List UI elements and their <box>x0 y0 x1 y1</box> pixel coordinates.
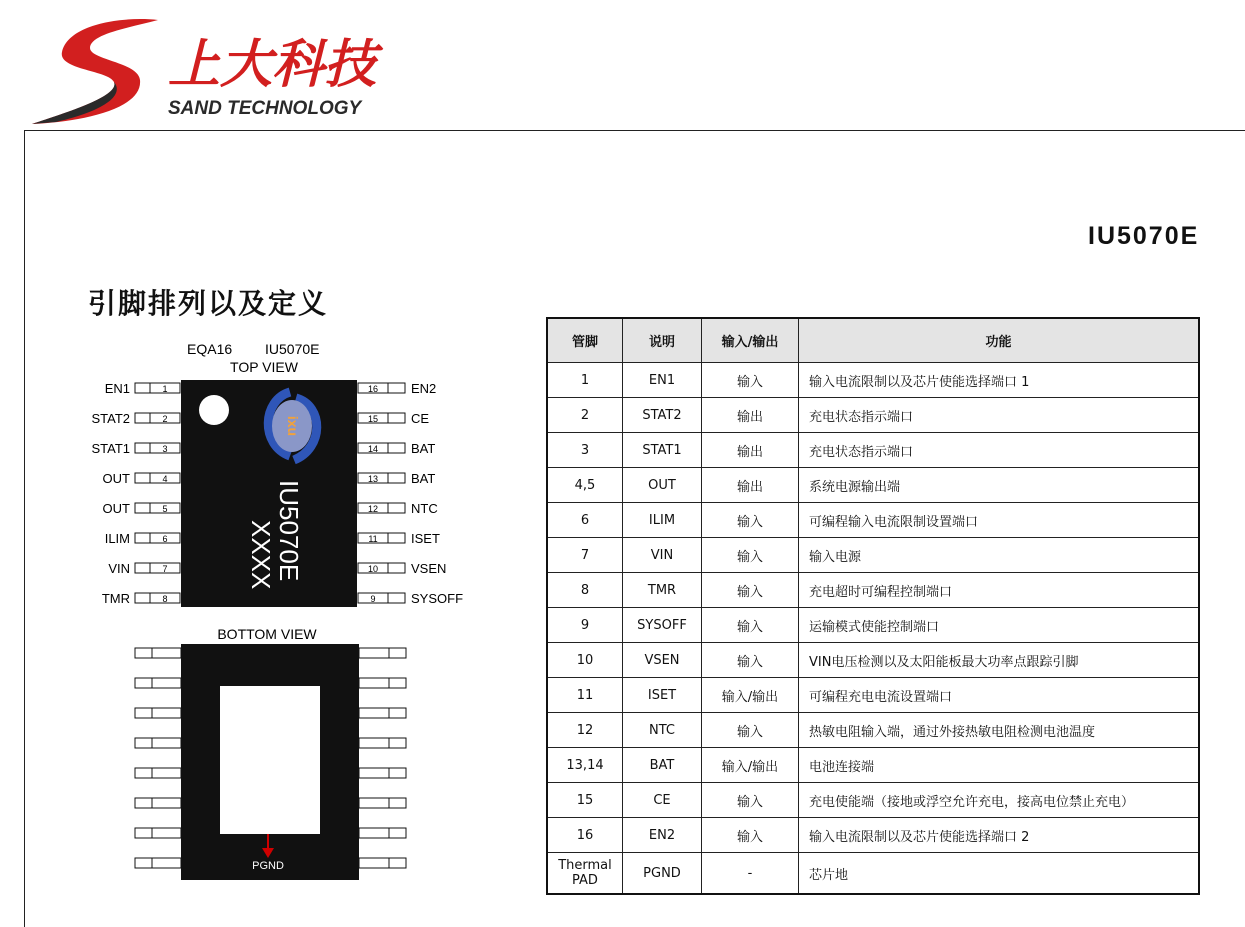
bottom-view-label: BOTTOM VIEW <box>217 626 317 642</box>
table-row <box>547 783 1199 818</box>
pin-name: CE <box>411 411 430 426</box>
pin-name: VIN <box>108 561 130 576</box>
pgnd-label: PGND <box>252 860 284 872</box>
pin-cell: 1 <box>547 363 623 398</box>
name-cell: VSEN <box>623 643 702 678</box>
pin-cell: 10 <box>547 643 623 678</box>
name-cell: TMR <box>623 573 702 608</box>
function-cell: 输入电源 <box>799 538 1200 573</box>
header-function: 功能 <box>799 318 1200 363</box>
name-cell: STAT1 <box>623 433 702 468</box>
name-cell: OUT <box>623 468 702 503</box>
name-cell: PGND <box>623 853 702 895</box>
pin-name: ILIM <box>104 531 130 546</box>
pin-name: EN2 <box>411 381 437 396</box>
io-cell: 输入 <box>702 503 799 538</box>
table-row <box>547 433 1199 468</box>
pin-number: 16 <box>367 384 379 394</box>
device-label: IU5070E <box>265 341 320 357</box>
pin-number: 13 <box>367 474 379 484</box>
thermal-pin-line2: PAD <box>572 873 598 888</box>
right-pin-9 <box>358 591 463 606</box>
table-row-thermal-pad <box>547 853 1199 895</box>
io-cell: 输入 <box>702 713 799 748</box>
function-cell: 充电状态指示端口 <box>799 398 1200 433</box>
left-pin-8 <box>102 591 180 606</box>
function-cell: 充电超时可编程控制端口 <box>799 573 1200 608</box>
right-pin-10 <box>358 561 446 576</box>
function-cell: 可编程输入电流限制设置端口 <box>799 503 1200 538</box>
right-pin-15 <box>358 411 429 426</box>
io-cell: 输入 <box>702 363 799 398</box>
name-cell: STAT2 <box>623 398 702 433</box>
chip-marking-line1: IU5070E <box>274 480 304 582</box>
pin-number: 7 <box>162 564 168 574</box>
table-row <box>547 538 1199 573</box>
io-cell: 输出 <box>702 398 799 433</box>
left-pin-2 <box>91 411 180 426</box>
thermal-pad <box>220 686 320 834</box>
pin-number: 11 <box>368 534 378 544</box>
pin-name: TMR <box>101 591 130 606</box>
logo-en-text: SAND TECHNOLOGY <box>168 98 362 119</box>
pin-number: 8 <box>162 594 168 604</box>
left-pin-5 <box>103 501 180 516</box>
top-view-label: TOP VIEW <box>230 359 298 375</box>
pin-cell <box>547 853 623 895</box>
pin-definition-table <box>546 317 1200 895</box>
table-header-row <box>547 318 1199 363</box>
chip-marking-line2: XXXX <box>246 520 276 590</box>
io-cell: 输入 <box>702 538 799 573</box>
io-cell: 输入 <box>702 608 799 643</box>
pin-number: 5 <box>162 504 168 514</box>
pin-cell: 8 <box>547 573 623 608</box>
pin-name: STAT2 <box>91 411 130 426</box>
pin-number: 10 <box>367 564 379 574</box>
pin-cell: 15 <box>547 783 623 818</box>
io-cell: 输入 <box>702 643 799 678</box>
pin-number: 6 <box>162 534 168 544</box>
right-pin-16 <box>358 381 436 396</box>
function-cell: 运输模式使能控制端口 <box>799 608 1200 643</box>
pin-name: OUT <box>102 471 130 486</box>
pin-number: 4 <box>162 474 168 484</box>
io-cell: 输出 <box>702 468 799 503</box>
pin-cell: 13,14 <box>547 748 623 783</box>
header-pin: 管脚 <box>547 318 623 363</box>
company-logo <box>28 14 377 126</box>
pin-number: 3 <box>162 444 168 454</box>
name-cell: ISET <box>623 678 702 713</box>
function-cell: VIN电压检测以及太阳能板最大功率点跟踪引脚 <box>799 643 1200 678</box>
header-name: 说明 <box>623 318 702 363</box>
right-pin-12 <box>358 501 438 516</box>
pin-name: ISET <box>411 531 440 546</box>
io-cell: 输入 <box>702 573 799 608</box>
name-cell: SYSOFF <box>623 608 702 643</box>
function-cell: 电池连接端 <box>799 748 1200 783</box>
name-cell: EN2 <box>623 818 702 853</box>
function-cell: 系统电源输出端 <box>799 468 1200 503</box>
pin1-marker-dot <box>199 395 229 425</box>
thermal-pin-line1: Thermal <box>558 858 612 873</box>
pin-cell: 4,5 <box>547 468 623 503</box>
name-cell: ILIM <box>623 503 702 538</box>
left-pin-7 <box>108 561 180 576</box>
table-row <box>547 713 1199 748</box>
table-row <box>547 818 1199 853</box>
table-row <box>547 503 1199 538</box>
svg-text:ixu: ixu <box>285 415 301 437</box>
header-io: 输入/输出 <box>702 318 799 363</box>
io-cell: - <box>702 853 799 895</box>
logo-cn-text: 上大科技 <box>168 35 377 95</box>
function-cell: 可编程充电电流设置端口 <box>799 678 1200 713</box>
left-pin-3 <box>91 441 180 456</box>
frame-top-line <box>24 130 1245 131</box>
function-cell: 芯片地 <box>799 853 1200 895</box>
name-cell: NTC <box>623 713 702 748</box>
pin-number: 14 <box>367 444 379 454</box>
left-pin-1 <box>105 381 180 396</box>
function-cell: 热敏电阻输入端，通过外接热敏电阻检测电池温度 <box>799 713 1200 748</box>
pin-number: 9 <box>370 594 376 604</box>
function-cell: 充电状态指示端口 <box>799 433 1200 468</box>
pin-name: BAT <box>411 441 436 456</box>
pin-diagram <box>80 330 500 890</box>
io-cell: 输入 <box>702 783 799 818</box>
name-cell: BAT <box>623 748 702 783</box>
function-cell: 输入电流限制以及芯片使能选择端口 1 <box>799 363 1200 398</box>
pin-name: NTC <box>411 501 438 516</box>
io-cell: 输入/输出 <box>702 678 799 713</box>
table-row <box>547 678 1199 713</box>
io-cell: 输入/输出 <box>702 748 799 783</box>
pin-cell: 6 <box>547 503 623 538</box>
package-label: EQA16 <box>187 341 233 357</box>
part-number: IU5070E <box>1088 222 1200 250</box>
pin-number: 1 <box>162 384 168 394</box>
pin-name: VSEN <box>411 561 447 576</box>
table-row <box>547 608 1199 643</box>
function-cell: 充电使能端（接地或浮空允许充电，接高电位禁止充电） <box>799 783 1200 818</box>
io-cell: 输入 <box>702 818 799 853</box>
pin-name: BAT <box>411 471 436 486</box>
pin-cell: 11 <box>547 678 623 713</box>
table-row <box>547 363 1199 398</box>
table-row <box>547 643 1199 678</box>
pin-name: EN1 <box>104 381 130 396</box>
pin-cell: 7 <box>547 538 623 573</box>
left-pin-4 <box>103 471 180 486</box>
table-row <box>547 573 1199 608</box>
frame-left-line <box>24 130 25 927</box>
chip-logo-icon <box>268 392 317 460</box>
right-pin-11 <box>358 531 440 546</box>
io-cell: 输出 <box>702 433 799 468</box>
pin-number: 2 <box>162 414 168 424</box>
pin-cell: 3 <box>547 433 623 468</box>
pin-name: OUT <box>102 501 130 516</box>
left-pin-6 <box>105 531 180 546</box>
function-cell: 输入电流限制以及芯片使能选择端口 2 <box>799 818 1200 853</box>
pin-cell: 9 <box>547 608 623 643</box>
pin-cell: 12 <box>547 713 623 748</box>
table-row <box>547 398 1199 433</box>
name-cell: CE <box>623 783 702 818</box>
table-row <box>547 748 1199 783</box>
name-cell: EN1 <box>623 363 702 398</box>
pin-number: 12 <box>367 504 379 514</box>
name-cell: VIN <box>623 538 702 573</box>
pin-name: SYSOFF <box>411 591 464 606</box>
pin-name: STAT1 <box>91 441 130 456</box>
right-pin-13 <box>358 471 435 486</box>
section-title: 引脚排列以及定义 <box>88 287 329 320</box>
right-pin-14 <box>358 441 435 456</box>
pin-cell: 16 <box>547 818 623 853</box>
pin-number: 15 <box>367 414 379 424</box>
table-row <box>547 468 1199 503</box>
pin-cell: 2 <box>547 398 623 433</box>
